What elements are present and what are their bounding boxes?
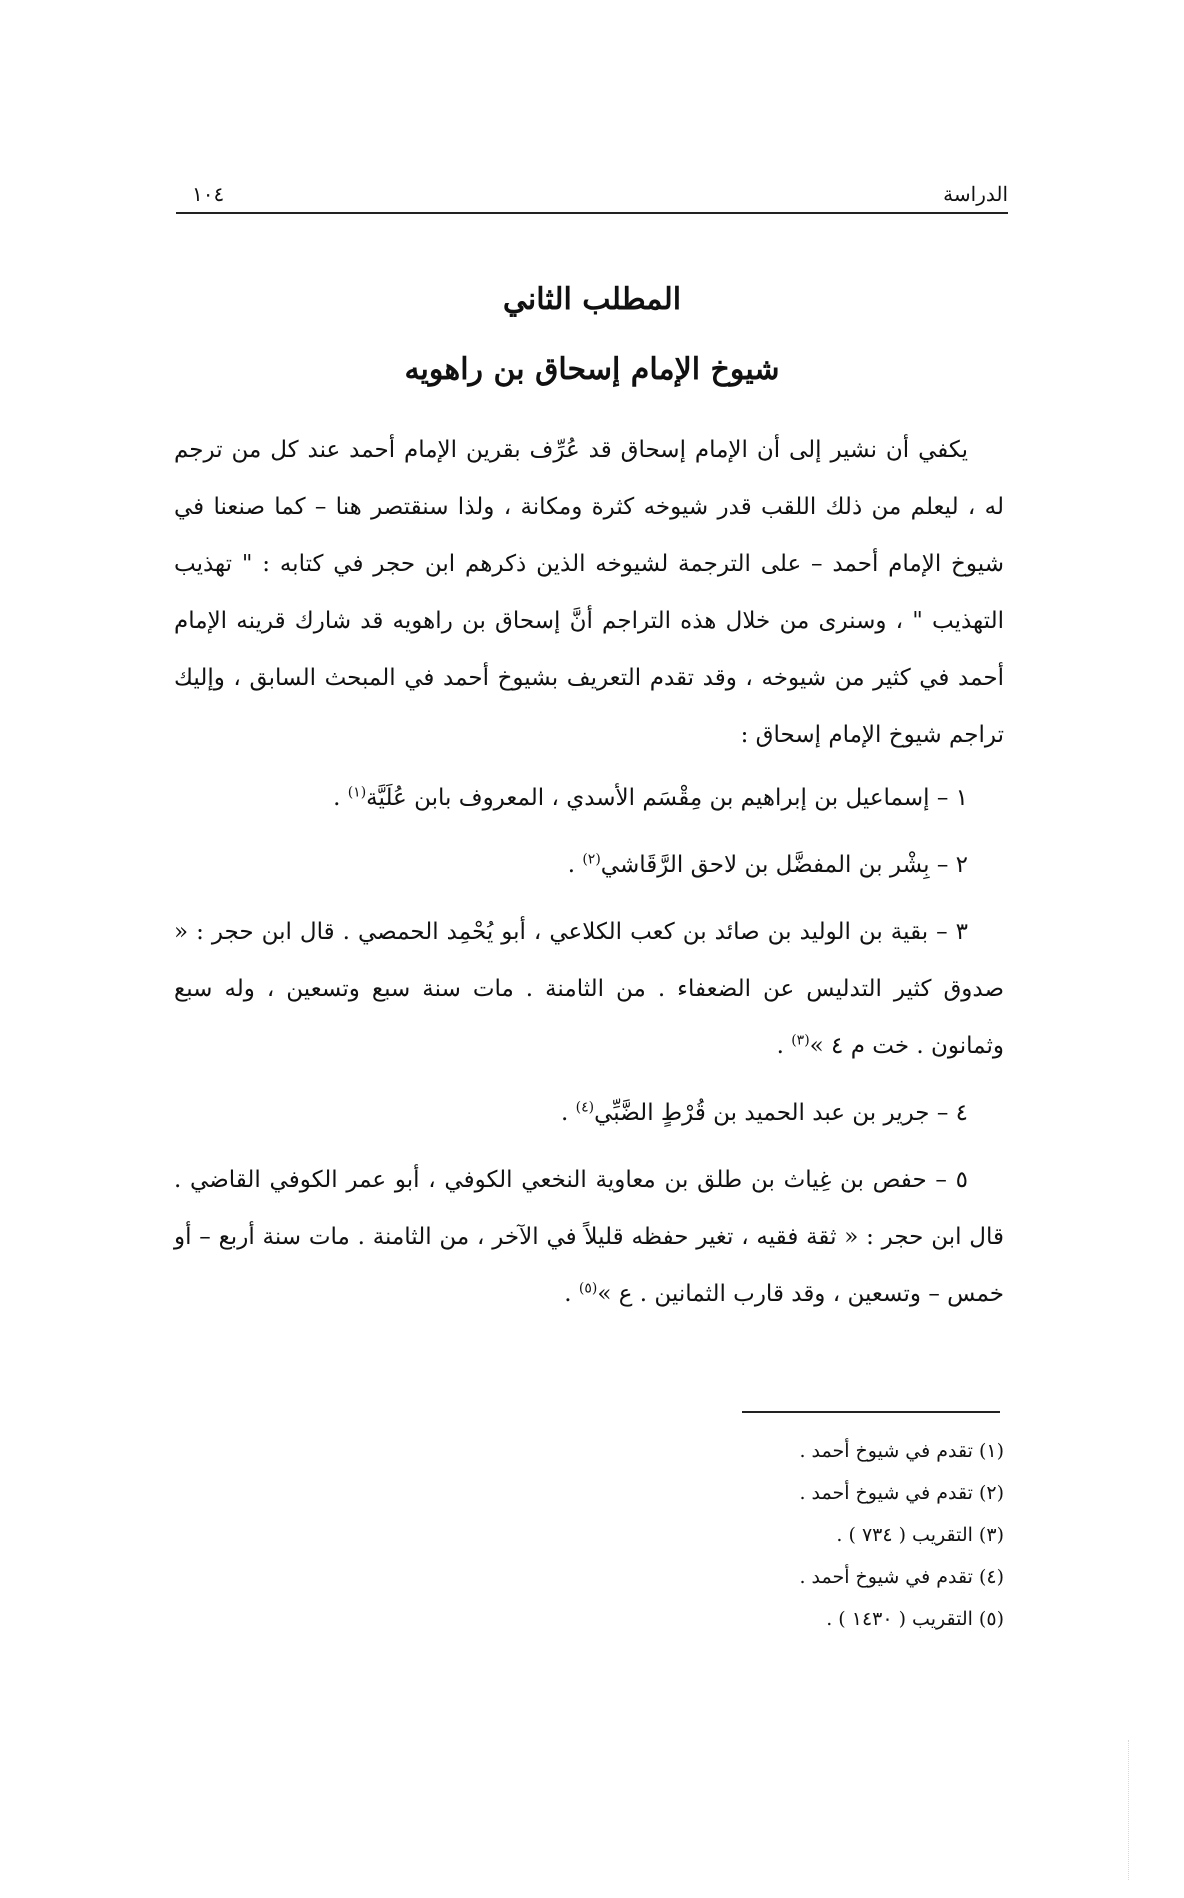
- footnote: (٤) تقدم في شيوخ أحمد .: [799, 1566, 1004, 1588]
- footnote-separator: [742, 1411, 1000, 1413]
- footnote: (٢) تقدم في شيوخ أحمد .: [799, 1482, 1004, 1504]
- footnote-reference[interactable]: (٢): [582, 851, 601, 868]
- list-item: [174, 837, 1004, 894]
- section-subtitle: شيوخ الإمام إسحاق بن راهويه: [404, 352, 780, 387]
- entry-text: ٣ – بقية بن الوليد بن صائد بن كعب الكلاعي ، أبو يُحْمِد الحمصي . قال ابن حجر : « صدوق كثير التدليس عن الضعفاء . من الثامنة . مات سنة سبع وتسعين ، وله سبع وثمانون . خت م ٤ »: [174, 919, 1004, 1059]
- entry-text: ٥ – حفص بن غِياث بن طلق بن معاوية النخعي الكوفي ، أبو عمر الكوفي القاضي . قال ابن حجر : « ثقة فقيه ، تغير حفظه قليلاً في الآخر ، من الثامنة . مات سنة أربع – أو خمس – وتسعين ، وقد قارب الثمانين . ع »: [174, 1167, 1004, 1307]
- footnote-reference[interactable]: (٣): [791, 1032, 810, 1049]
- scan-artifact: [1128, 1740, 1131, 1880]
- footnotes-list: [600, 1430, 1004, 1640]
- footnote: (١) تقدم في شيوخ أحمد .: [799, 1440, 1004, 1462]
- intro-paragraph: يكفي أن نشير إلى أن الإمام إسحاق قد عُرِّف بقرين الإمام أحمد عند كل من ترجم له ، ليعلم من ذلك اللقب قدر شيوخه كثرة ومكانة ، ولذا سنقتصر هنا – كما صنعنا في شيوخ الإمام أحمد – على الترجمة لشيوخه الذين ذكرهم ابن حجر في كتابه : " تهذيب التهذيب " ، وسنرى من خلال هذه التراجم أنَّ إسحاق بن راهويه قد شارك قرينه الإمام أحمد في كثير من شيوخه ، وقد تقدم التعريف بشيوخ أحمد في المبحث السابق ، وإليك تراجم شيوخ الإمام إسحاق :: [174, 437, 1004, 748]
- entry-text: ١ – إسماعيل بن إبراهيم بن مِقْسَم الأسدي ، المعروف بابن عُلَيَّة: [366, 785, 968, 811]
- footnote-reference[interactable]: (١): [347, 784, 367, 801]
- section-title: المطلب الثاني: [502, 282, 682, 317]
- entry-tail: .: [564, 1281, 579, 1307]
- sheikh-entries-list: [174, 770, 1004, 1333]
- page-header: [176, 178, 1008, 214]
- page-number: ١٠٤: [192, 182, 225, 206]
- footnote: (٣) التقريب ( ٧٣٤ ) .: [836, 1524, 1004, 1546]
- entry-tail: .: [776, 1033, 792, 1059]
- footnote-reference[interactable]: (٥): [578, 1280, 598, 1297]
- entry-text: ٤ – جرير بن عبد الحميد بن قُرْطٍ الضَّبِّي: [594, 1100, 968, 1126]
- entry-tail: .: [567, 852, 583, 878]
- entry-tail: .: [561, 1100, 576, 1126]
- footnote-reference[interactable]: (٤): [575, 1099, 595, 1116]
- list-item: [174, 1085, 1004, 1142]
- entry-tail: .: [333, 785, 348, 811]
- intro-paragraph-block: [174, 422, 1004, 764]
- running-title: الدراسة: [943, 182, 1008, 206]
- list-item: [174, 904, 1004, 1075]
- list-item: [174, 1152, 1004, 1323]
- list-item: [174, 770, 1004, 827]
- footnote: (٥) التقريب ( ١٤٣٠ ) .: [826, 1608, 1004, 1630]
- entry-text: ٢ – بِشْر بن المفضَّل بن لاحق الرَّقَاشي: [600, 852, 968, 878]
